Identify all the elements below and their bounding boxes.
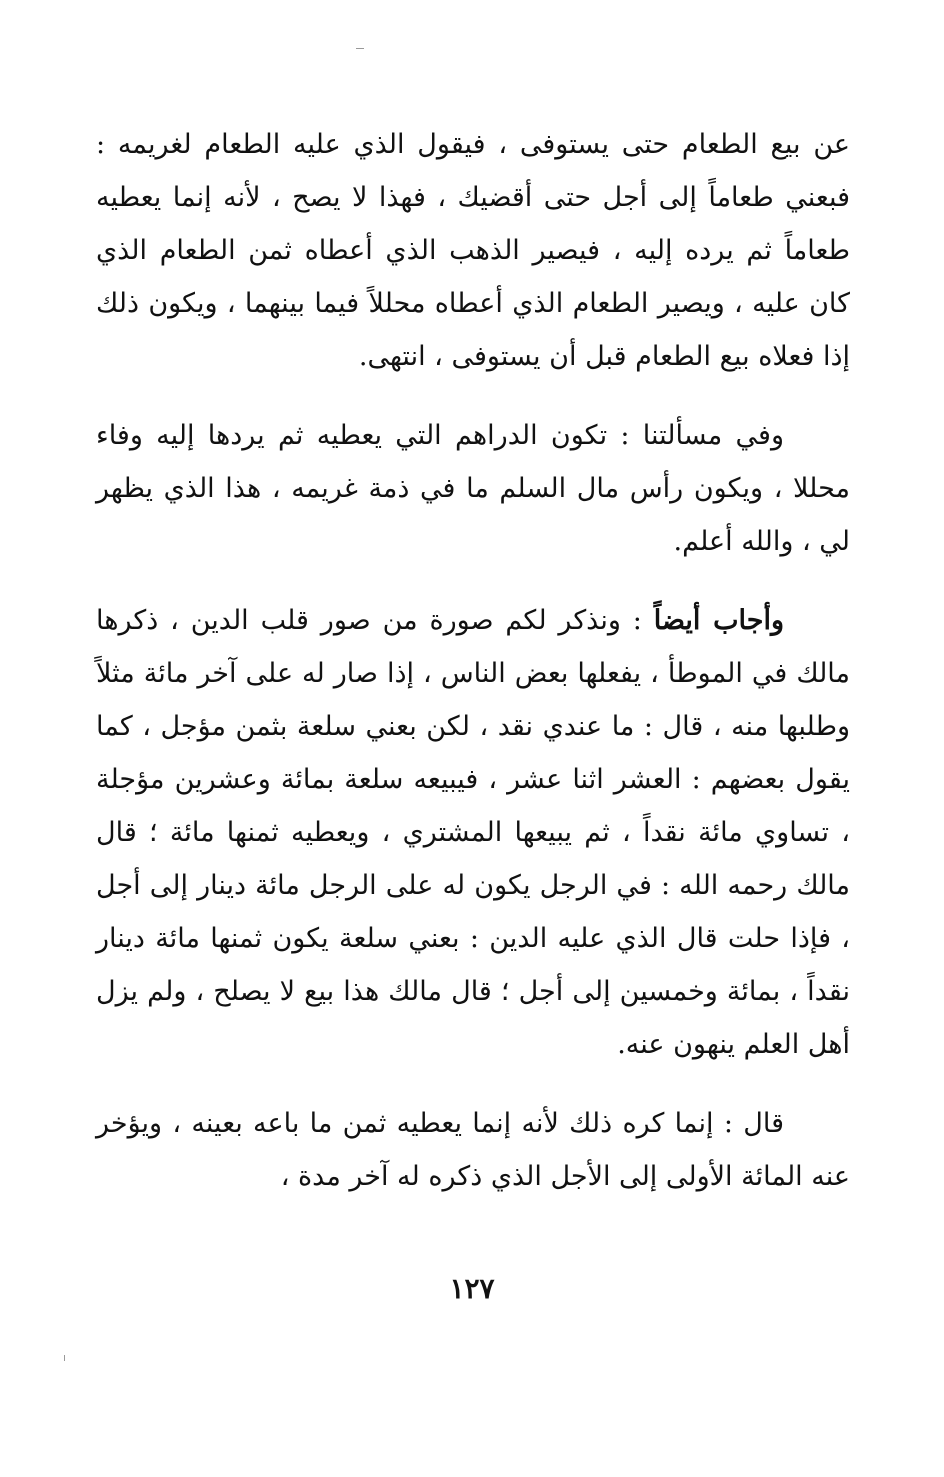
body-text	[96, 118, 850, 1203]
paragraph-3	[96, 594, 850, 1071]
paragraph-2-text: وفي مسألتنا : تكون الدراهم التي يعطيه ثم يردها إليه وفاء محللا ، ويكون رأس مال السلم ما في ذمة غريمه ، هذا الذي يظهر لي ، والله أعلم.	[96, 420, 850, 557]
paragraph-3-lead: وأجاب أيضاً	[653, 605, 784, 636]
scan-speck	[64, 1355, 65, 1361]
scan-speck	[356, 48, 364, 49]
paragraph-4-text: قال : إنما كره ذلك لأنه إنما يعطيه ثمن ما باعه بعينه ، ويؤخر عنه المائة الأولى إلى الأجل الذي ذكره له آخر مدة ،	[96, 1108, 850, 1192]
page-number: ١٢٧	[449, 1272, 495, 1305]
paragraph-2	[96, 409, 850, 568]
paragraph-4	[96, 1097, 850, 1203]
paragraph-1-text: عن بيع الطعام حتى يستوفى ، فيقول الذي عليه الطعام لغريمه : فبعني طعاماً إلى أجل حتى أقضيك ، فهذا لا يصح ، لأنه إنما يعطيه طعاماً ثم يرده إليه ، فيصير الذهب الذي أعطاه ثمن الطعام الذي كان عليه ، ويصير الطعام الذي أعطاه محللاً فيما بينهما ، ويكون ذلك إذا فعلاه بيع الطعام قبل أن يستوفى ، انتهى.	[96, 129, 850, 372]
paragraph-1	[96, 118, 850, 383]
paragraph-3-text: : ونذكر لكم صورة من صور قلب الدين ، ذكرها مالك في الموطأ ، يفعلها بعض الناس ، إذا صار له على آخر مائة مثلاً وطلبها منه ، قال : ما عندي نقد ، لكن بعني سلعة بثمن مؤجل ، كما يقول بعضهم : العشر اثنا عشر ، فيبيعه سلعة بمائة وعشرين مؤجلة ، تساوي مائة نقداً ، ثم يبيعها المشتري ، ويعطيه ثمنها مائة ؛ قال مالك رحمه الله : في الرجل يكون له على الرجل مائة دينار إلى أجل ، فإذا حلت قال الذي عليه الدين : بعني سلعة يكون ثمنها مائة دينار نقداً ، بمائة وخمسين إلى أجل ؛ قال مالك هذا بيع لا يصلح ، ولم يزل أهل العلم ينهون عنه.	[96, 605, 850, 1060]
